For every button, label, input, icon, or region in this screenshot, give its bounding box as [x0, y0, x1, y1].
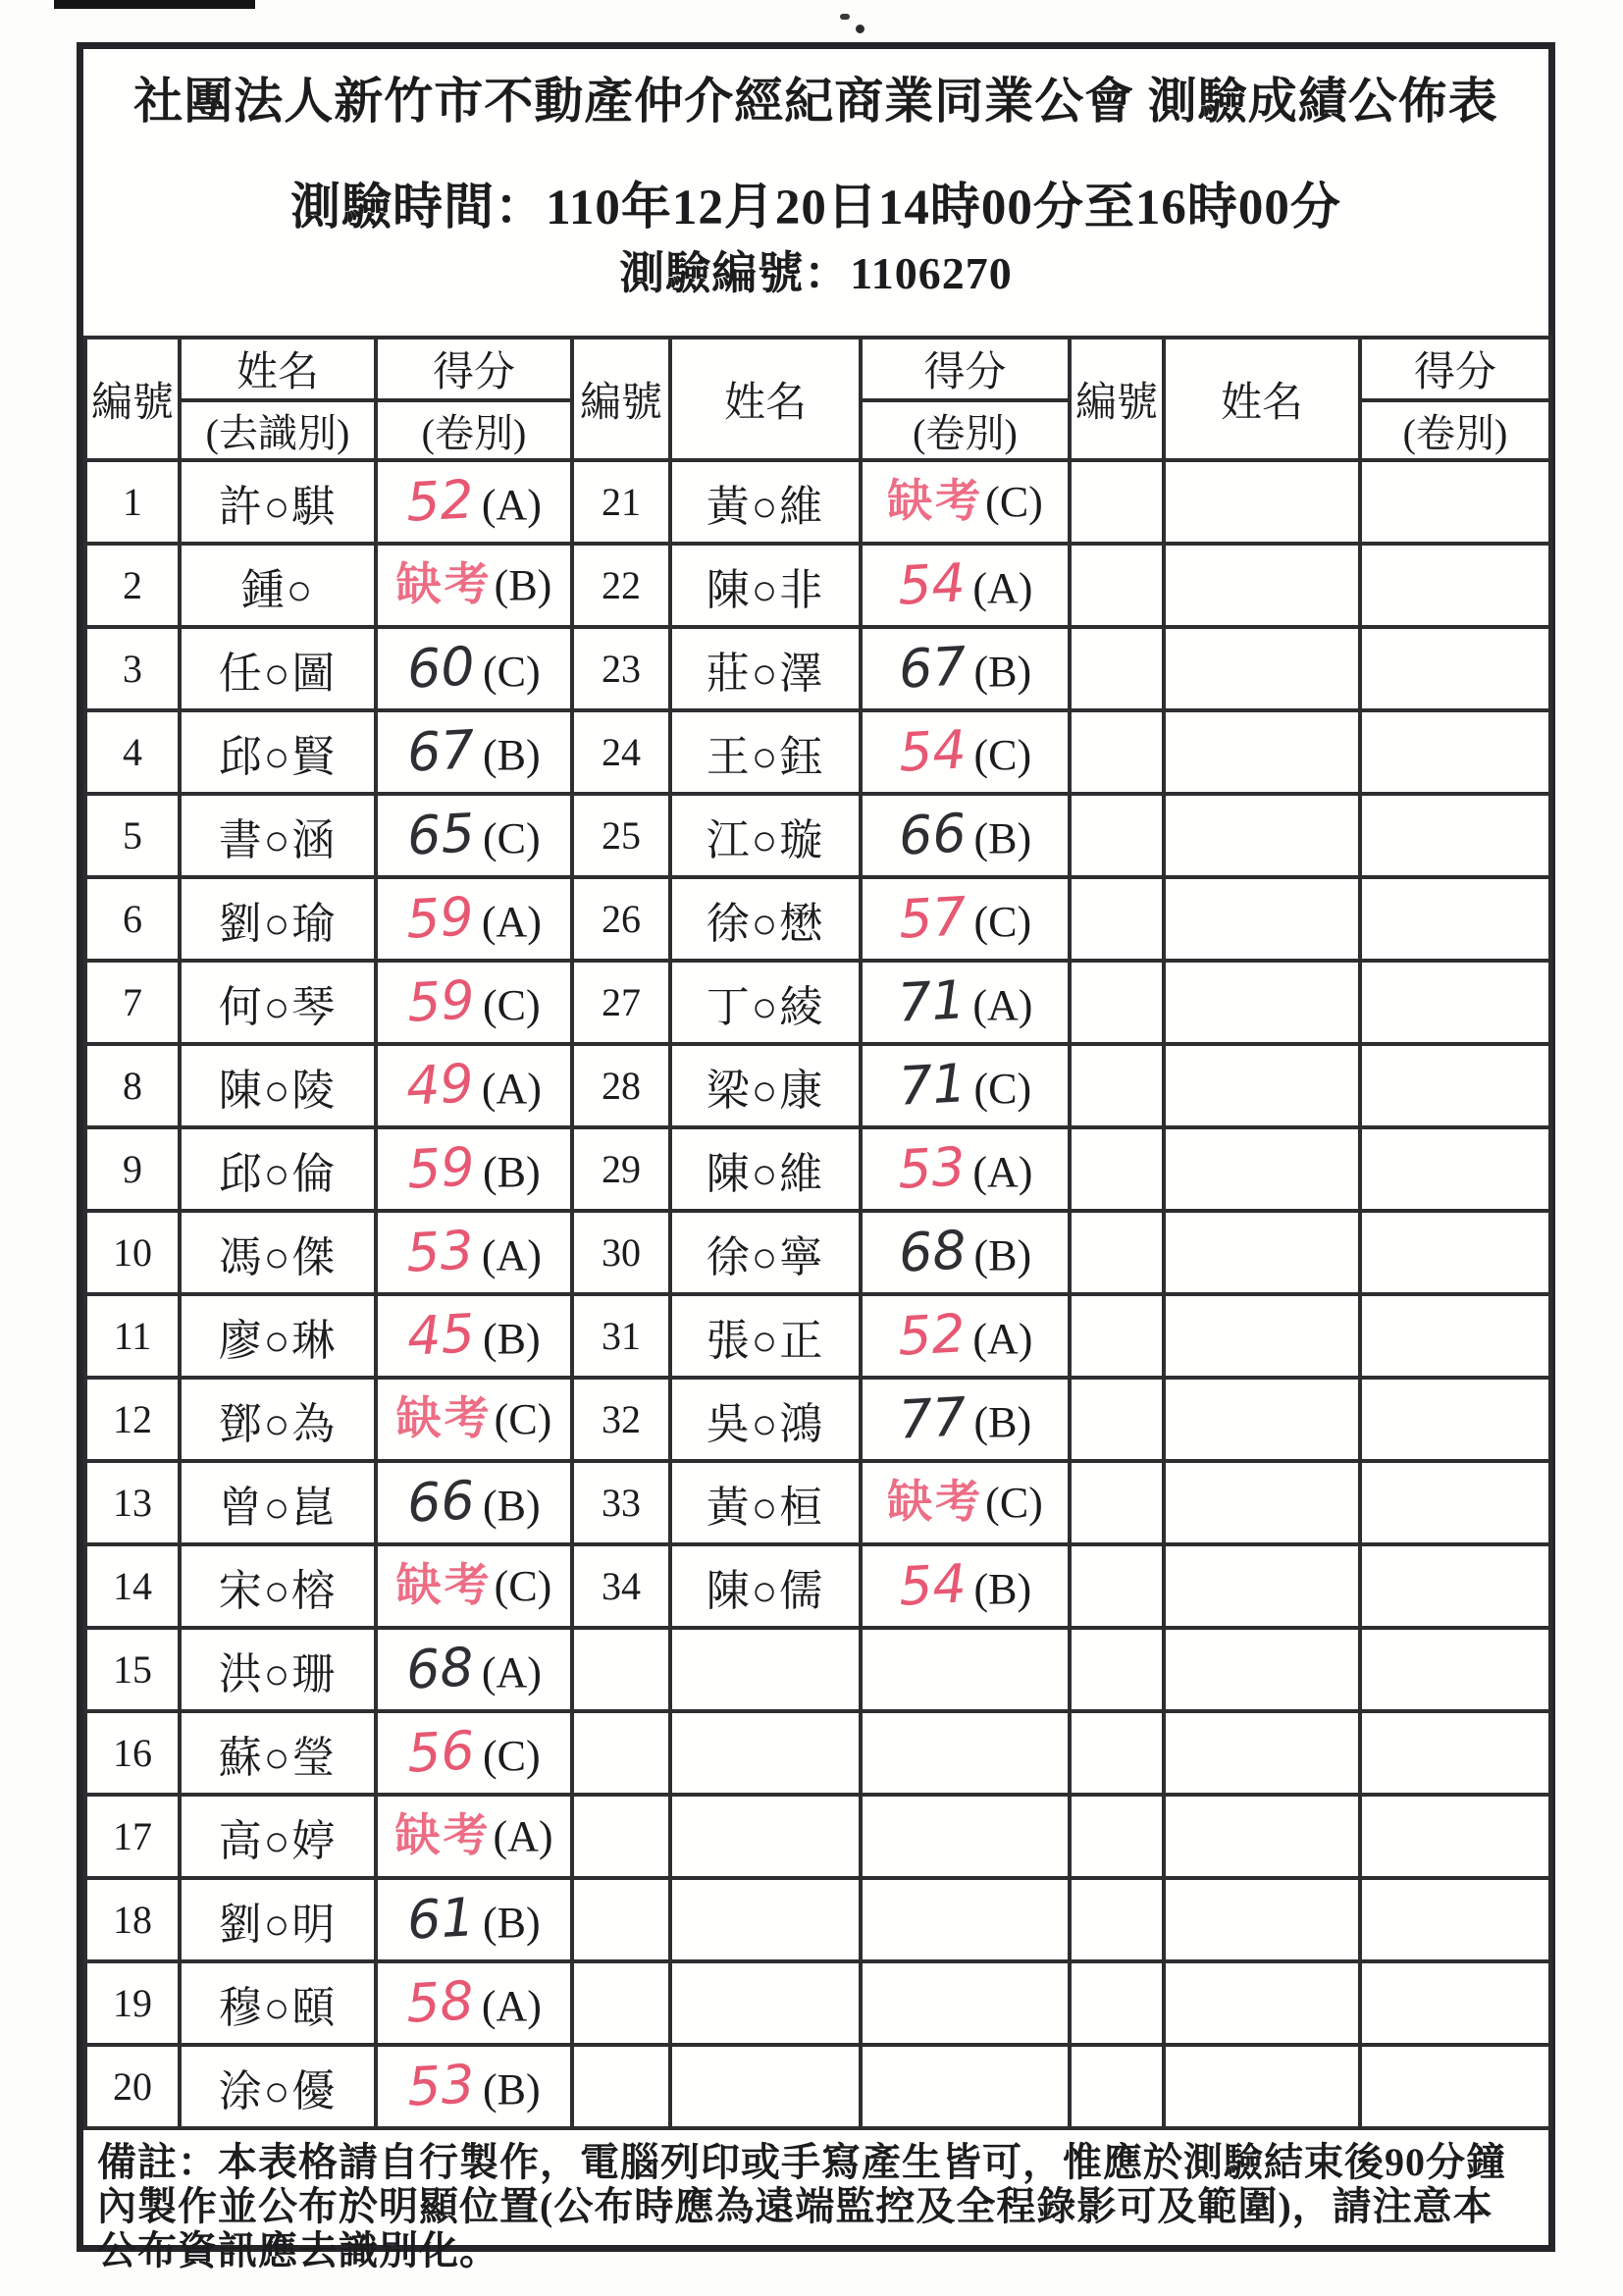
- cell-no: 23: [572, 627, 670, 710]
- header-no-g1: 編號: [85, 338, 180, 460]
- cell-name-empty: [1164, 877, 1360, 961]
- cell-no: 12: [85, 1378, 180, 1461]
- cell-score: [376, 1211, 572, 1294]
- table-row: [85, 1294, 1550, 1378]
- cell-no-empty: [1070, 1961, 1164, 2045]
- cell-score: [861, 794, 1070, 877]
- paper-type: (B): [973, 813, 1032, 862]
- cell-name: 陳○陵: [180, 1044, 376, 1127]
- score-handwritten: 52: [895, 1301, 967, 1368]
- cell-name-empty: [1164, 1294, 1360, 1378]
- cell-name-empty: [1164, 1211, 1360, 1294]
- scan-artifact-dot: [856, 25, 864, 33]
- cell-name-empty: [1164, 1795, 1360, 1878]
- cell-no-empty: [572, 1711, 670, 1795]
- cell-score: [376, 1378, 572, 1461]
- cell-name: 陳○維: [670, 1127, 861, 1211]
- cell-name-empty: [1164, 1378, 1360, 1461]
- cell-name: 莊○澤: [670, 627, 861, 710]
- table-row: [85, 2045, 1550, 2128]
- cell-name: 許○騏: [180, 460, 376, 544]
- table-row: [85, 1961, 1550, 2045]
- cell-score-empty: [1360, 1795, 1550, 1878]
- paper-type: (B): [973, 1564, 1032, 1613]
- cell-score-empty: [1360, 1127, 1550, 1211]
- cell-score-empty: [861, 1628, 1070, 1711]
- cell-score: [861, 1461, 1070, 1544]
- paper-type: (A): [972, 1147, 1033, 1196]
- score-handwritten: 53: [404, 1218, 476, 1284]
- table-row: [85, 1544, 1550, 1628]
- cell-name: 馮○傑: [180, 1211, 376, 1294]
- table-row: [85, 1127, 1550, 1211]
- cell-score: [376, 877, 572, 961]
- cell-no: 15: [85, 1628, 180, 1711]
- cell-no: 7: [85, 961, 180, 1044]
- score-handwritten: 66: [897, 801, 969, 867]
- cell-score: [861, 544, 1070, 627]
- paper-type: (C): [483, 980, 541, 1029]
- cell-score: [861, 961, 1070, 1044]
- exam-time-line: 測驗時間：110年12月20日14時00分至16時00分: [290, 181, 1341, 235]
- cell-score-empty: [1360, 1628, 1550, 1711]
- cell-no-empty: [572, 1961, 670, 2045]
- cell-name-empty: [670, 1878, 861, 1961]
- cell-no: 8: [85, 1044, 180, 1127]
- table-row: [85, 1211, 1550, 1294]
- cell-no-empty: [1070, 1127, 1164, 1211]
- cell-score-empty: [1360, 1878, 1550, 1961]
- cell-score-empty: [1360, 1711, 1550, 1795]
- paper-type: (B): [483, 1147, 541, 1196]
- cell-no-empty: [1070, 710, 1164, 794]
- paper-type: (B): [973, 1230, 1032, 1279]
- cell-name: 邱○倫: [180, 1127, 376, 1211]
- cell-score: [376, 1878, 572, 1961]
- cell-name-empty: [1164, 794, 1360, 877]
- cell-name: 張○正: [670, 1294, 861, 1378]
- cell-no-empty: [1070, 1795, 1164, 1878]
- cell-score: [376, 1461, 572, 1544]
- cell-no-empty: [1070, 794, 1164, 877]
- cell-name: 黃○維: [670, 460, 861, 544]
- cell-score-empty: [1360, 1544, 1550, 1628]
- cell-score-empty: [1360, 961, 1550, 1044]
- score-handwritten: 53: [405, 2052, 477, 2118]
- cell-name-empty: [1164, 1544, 1360, 1628]
- cell-name-empty: [670, 2045, 861, 2128]
- cell-name-empty: [1164, 1961, 1360, 2045]
- score-table: [83, 336, 1552, 2130]
- cell-name: 鍾○: [180, 544, 376, 627]
- cell-score: [376, 1544, 572, 1628]
- score-handwritten: 57: [897, 884, 969, 951]
- cell-name: 黃○桓: [670, 1461, 861, 1544]
- cell-score-empty: [1360, 544, 1550, 627]
- cell-no-empty: [1070, 877, 1164, 961]
- cell-score-empty: [1360, 794, 1550, 877]
- cell-no: 13: [85, 1461, 180, 1544]
- scan-artifact-dot: [840, 14, 850, 20]
- cell-name-empty: [670, 1961, 861, 2045]
- cell-name-empty: [1164, 1044, 1360, 1127]
- cell-no: 3: [85, 627, 180, 710]
- cell-score-empty: [1360, 2045, 1550, 2128]
- scan-artifact-strip: [54, 0, 255, 9]
- cell-no-empty: [1070, 1294, 1164, 1378]
- cell-no: 32: [572, 1378, 670, 1461]
- table-row: [85, 1711, 1550, 1795]
- table-row: [85, 1461, 1550, 1544]
- cell-score: [861, 1544, 1070, 1628]
- cell-name-empty: [1164, 710, 1360, 794]
- score-handwritten: 66: [405, 1468, 477, 1535]
- cell-name: 梁○康: [670, 1044, 861, 1127]
- cell-name: 江○璇: [670, 794, 861, 877]
- cell-no: 19: [85, 1961, 180, 2045]
- paper-type: (B): [483, 730, 541, 779]
- cell-name-empty: [1164, 460, 1360, 544]
- table-row: [85, 1044, 1550, 1127]
- cell-score-empty: [861, 1795, 1070, 1878]
- paper-type: (B): [483, 2064, 541, 2113]
- paper-type: (A): [972, 1314, 1033, 1363]
- cell-score-empty: [1360, 1961, 1550, 2045]
- score-handwritten: 54: [897, 717, 969, 784]
- cell-name: 任○圖: [180, 627, 376, 710]
- cell-score-empty: [861, 1711, 1070, 1795]
- score-handwritten: 67: [897, 634, 969, 701]
- table-row: [85, 877, 1550, 961]
- cell-name-empty: [1164, 1628, 1360, 1711]
- cell-no-empty: [1070, 1628, 1164, 1711]
- cell-score: [861, 1127, 1070, 1211]
- cell-score: [861, 877, 1070, 961]
- paper-type: (C): [985, 478, 1043, 526]
- cell-no-empty: [572, 1878, 670, 1961]
- header-score-sub-g3: (卷別): [1360, 400, 1550, 460]
- cell-no: 24: [572, 710, 670, 794]
- cell-name-empty: [1164, 1711, 1360, 1795]
- score-handwritten: 71: [895, 967, 967, 1034]
- cell-score: [376, 794, 572, 877]
- cell-name: 徐○寧: [670, 1211, 861, 1294]
- cell-no: 33: [572, 1461, 670, 1544]
- cell-score: [376, 544, 572, 627]
- cell-no: 31: [572, 1294, 670, 1378]
- cell-name: 何○琴: [180, 961, 376, 1044]
- cell-score: [376, 2045, 572, 2128]
- paper-type: (C): [973, 897, 1032, 946]
- cell-score-empty: [1360, 627, 1550, 710]
- cell-score: [376, 1294, 572, 1378]
- score-handwritten: 54: [897, 1551, 969, 1618]
- cell-score: [376, 1127, 572, 1211]
- cell-score: [376, 710, 572, 794]
- score-handwritten: 61: [405, 1885, 477, 1952]
- cell-no-empty: [1070, 1878, 1164, 1961]
- cell-no-empty: [1070, 627, 1164, 710]
- cell-no-empty: [1070, 1544, 1164, 1628]
- paper-type: (B): [973, 647, 1032, 696]
- cell-score-empty: [1360, 1294, 1550, 1378]
- cell-no: 29: [572, 1127, 670, 1211]
- cell-name: 邱○賢: [180, 710, 376, 794]
- cell-score-empty: [861, 1961, 1070, 2045]
- cell-no-empty: [1070, 1044, 1164, 1127]
- header-row-top: [85, 338, 1550, 400]
- cell-score-empty: [1360, 1378, 1550, 1461]
- score-handwritten: 59: [404, 884, 476, 951]
- cell-no: 2: [85, 544, 180, 627]
- cell-no-empty: [572, 1795, 670, 1878]
- score-handwritten: 68: [404, 1635, 476, 1701]
- cell-name: 吳○鴻: [670, 1378, 861, 1461]
- score-handwritten: 53: [895, 1134, 967, 1201]
- cell-no: 14: [85, 1544, 180, 1628]
- cell-name-empty: [1164, 961, 1360, 1044]
- cell-no: 4: [85, 710, 180, 794]
- cell-name-empty: [1164, 627, 1360, 710]
- footer-note: 備註：本表格請自行製作，電腦列印或手寫產生皆可，惟應於測驗結束後90分鐘內製作並公布於明顯位置(公布時應為遠端監控及全程錄影可及範圍)，請注意本公布資訊應去識別化。: [97, 2140, 1506, 2273]
- cell-name: 高○婷: [180, 1795, 376, 1878]
- score-handwritten: 59: [405, 1134, 477, 1201]
- cell-no-empty: [1070, 2045, 1164, 2128]
- cell-name: 蘇○瑩: [180, 1711, 376, 1795]
- cell-no: 17: [85, 1795, 180, 1878]
- paper-type: (A): [481, 1230, 542, 1279]
- paper-type: (A): [481, 1647, 542, 1696]
- cell-score-empty: [1360, 1461, 1550, 1544]
- paper-type: (A): [972, 563, 1033, 612]
- score-handwritten: 45: [405, 1301, 477, 1368]
- cell-name: 陳○非: [670, 544, 861, 627]
- cell-no: 9: [85, 1127, 180, 1211]
- cell-no-empty: [1070, 1461, 1164, 1544]
- absent-stamp: 缺考: [887, 1477, 984, 1527]
- cell-no: 16: [85, 1711, 180, 1795]
- cell-score: [861, 627, 1070, 710]
- cell-no-empty: [1070, 544, 1164, 627]
- absent-stamp: 缺考: [394, 1810, 492, 1860]
- table-row: [85, 1878, 1550, 1961]
- cell-no: 27: [572, 961, 670, 1044]
- cell-score-empty: [1360, 1211, 1550, 1294]
- cell-score: [376, 1961, 572, 2045]
- paper-type: (B): [483, 1314, 541, 1363]
- cell-name: 廖○琳: [180, 1294, 376, 1378]
- cell-score: [861, 710, 1070, 794]
- cell-score: [376, 460, 572, 544]
- table-row: [85, 627, 1550, 710]
- header-name-g3: 姓名: [1164, 338, 1360, 460]
- cell-name-empty: [1164, 1127, 1360, 1211]
- score-handwritten: 65: [405, 801, 477, 867]
- score-handwritten: 59: [405, 967, 477, 1034]
- score-handwritten: 67: [405, 717, 477, 784]
- cell-name: 徐○懋: [670, 877, 861, 961]
- cell-name: 劉○瑜: [180, 877, 376, 961]
- cell-no: 18: [85, 1878, 180, 1961]
- cell-no-empty: [572, 1628, 670, 1711]
- cell-no-empty: [1070, 961, 1164, 1044]
- table-row: [85, 961, 1550, 1044]
- cell-no: 6: [85, 877, 180, 961]
- score-handwritten: 68: [897, 1218, 969, 1284]
- score-handwritten: 60: [405, 634, 477, 701]
- cell-name-empty: [670, 1628, 861, 1711]
- cell-no: 22: [572, 544, 670, 627]
- table-row: [85, 710, 1550, 794]
- cell-score-empty: [1360, 1044, 1550, 1127]
- cell-name: 涂○優: [180, 2045, 376, 2128]
- paper-type: (A): [481, 1064, 542, 1113]
- header-no-g2: 編號: [572, 338, 670, 460]
- cell-no: 1: [85, 460, 180, 544]
- cell-name-empty: [1164, 2045, 1360, 2128]
- paper-type: (C): [985, 1479, 1043, 1527]
- cell-no: 21: [572, 460, 670, 544]
- header-name-g1: 姓名: [180, 338, 376, 400]
- cell-score: [376, 961, 572, 1044]
- cell-no: 10: [85, 1211, 180, 1294]
- cell-score: [861, 1294, 1070, 1378]
- header-score-g1: 得分: [376, 338, 572, 400]
- cell-score: [376, 1628, 572, 1711]
- paper-type: (B): [973, 1397, 1032, 1446]
- cell-score: [861, 460, 1070, 544]
- absent-stamp: 缺考: [887, 476, 984, 526]
- cell-no-empty: [1070, 460, 1164, 544]
- cell-name-empty: [1164, 1461, 1360, 1544]
- score-handwritten: 52: [404, 467, 476, 534]
- score-handwritten: 54: [895, 550, 967, 617]
- paper-type: (A): [481, 480, 542, 529]
- cell-name: 陳○儒: [670, 1544, 861, 1628]
- header-name-g2: 姓名: [670, 338, 861, 460]
- cell-no-empty: [1070, 1378, 1164, 1461]
- document-title: 社團法人新竹市不動產仲介經紀商業同業公會 測驗成績公佈表: [133, 74, 1498, 129]
- cell-name: 曾○崑: [180, 1461, 376, 1544]
- header-name-sub-g1: (去識別): [180, 400, 376, 460]
- cell-score-empty: [1360, 877, 1550, 961]
- cell-score-empty: [1360, 460, 1550, 544]
- cell-no-empty: [1070, 1211, 1164, 1294]
- paper-type: (B): [483, 1481, 541, 1530]
- table-row: [85, 1795, 1550, 1878]
- score-handwritten: 49: [404, 1051, 476, 1118]
- cell-no: 5: [85, 794, 180, 877]
- paper-type: (C): [483, 1731, 541, 1780]
- cell-name-empty: [1164, 544, 1360, 627]
- cell-no: 30: [572, 1211, 670, 1294]
- exam-number-line: 測驗編號：1106270: [619, 248, 1013, 298]
- cell-name: 宋○榕: [180, 1544, 376, 1628]
- cell-score: [376, 1711, 572, 1795]
- cell-score: [861, 1044, 1070, 1127]
- table-row: [85, 1378, 1550, 1461]
- cell-score-empty: [861, 2045, 1070, 2128]
- paper-type: (B): [494, 561, 552, 609]
- cell-score: [861, 1378, 1070, 1461]
- paper-type: (C): [483, 813, 541, 862]
- score-handwritten: 56: [405, 1718, 477, 1785]
- table-row: [85, 544, 1550, 627]
- header-no-g3: 編號: [1070, 338, 1164, 460]
- cell-no-empty: [1070, 1711, 1164, 1795]
- cell-score-empty: [1360, 710, 1550, 794]
- table-row: [85, 794, 1550, 877]
- cell-name: 書○涵: [180, 794, 376, 877]
- paper-type: (C): [483, 647, 541, 696]
- cell-no: 11: [85, 1294, 180, 1378]
- cell-no-empty: [572, 2045, 670, 2128]
- score-sheet-frame: [77, 42, 1555, 2273]
- cell-no: 34: [572, 1544, 670, 1628]
- paper-type: (A): [972, 980, 1033, 1029]
- absent-stamp: 缺考: [395, 559, 493, 609]
- cell-score: [376, 1795, 572, 1878]
- header-score-g2: 得分: [861, 338, 1070, 400]
- cell-name-empty: [670, 1711, 861, 1795]
- cell-score: [861, 1211, 1070, 1294]
- paper-type: (A): [481, 1981, 542, 2030]
- cell-name-empty: [1164, 1878, 1360, 1961]
- header-score-sub-g1: (卷別): [376, 400, 572, 460]
- cell-name: 鄧○為: [180, 1378, 376, 1461]
- cell-no: 26: [572, 877, 670, 961]
- score-handwritten: 71: [897, 1051, 969, 1118]
- cell-score-empty: [861, 1878, 1070, 1961]
- cell-name: 洪○珊: [180, 1628, 376, 1711]
- paper-type: (A): [481, 897, 542, 946]
- score-handwritten: 58: [404, 1968, 476, 2035]
- table-row: [85, 460, 1550, 544]
- paper-type: (B): [483, 1898, 541, 1947]
- cell-name-empty: [670, 1795, 861, 1878]
- absent-stamp: 缺考: [395, 1393, 493, 1443]
- paper-type: (C): [973, 730, 1032, 779]
- paper-type: (C): [973, 1064, 1032, 1113]
- absent-stamp: 缺考: [395, 1560, 493, 1610]
- cell-name: 穆○頤: [180, 1961, 376, 2045]
- table-row: [85, 1628, 1550, 1711]
- cell-score: [376, 627, 572, 710]
- cell-score: [376, 1044, 572, 1127]
- header-score-sub-g2: (卷別): [861, 400, 1070, 460]
- paper-type: (A): [493, 1812, 553, 1860]
- cell-name: 劉○明: [180, 1878, 376, 1961]
- cell-no: 20: [85, 2045, 180, 2128]
- cell-name: 丁○綾: [670, 961, 861, 1044]
- cell-name: 王○鈺: [670, 710, 861, 794]
- cell-no: 25: [572, 794, 670, 877]
- score-handwritten: 77: [897, 1384, 969, 1451]
- cell-no: 28: [572, 1044, 670, 1127]
- paper-type: (C): [494, 1562, 552, 1610]
- paper-type: (C): [494, 1395, 552, 1443]
- header-score-g3: 得分: [1360, 338, 1550, 400]
